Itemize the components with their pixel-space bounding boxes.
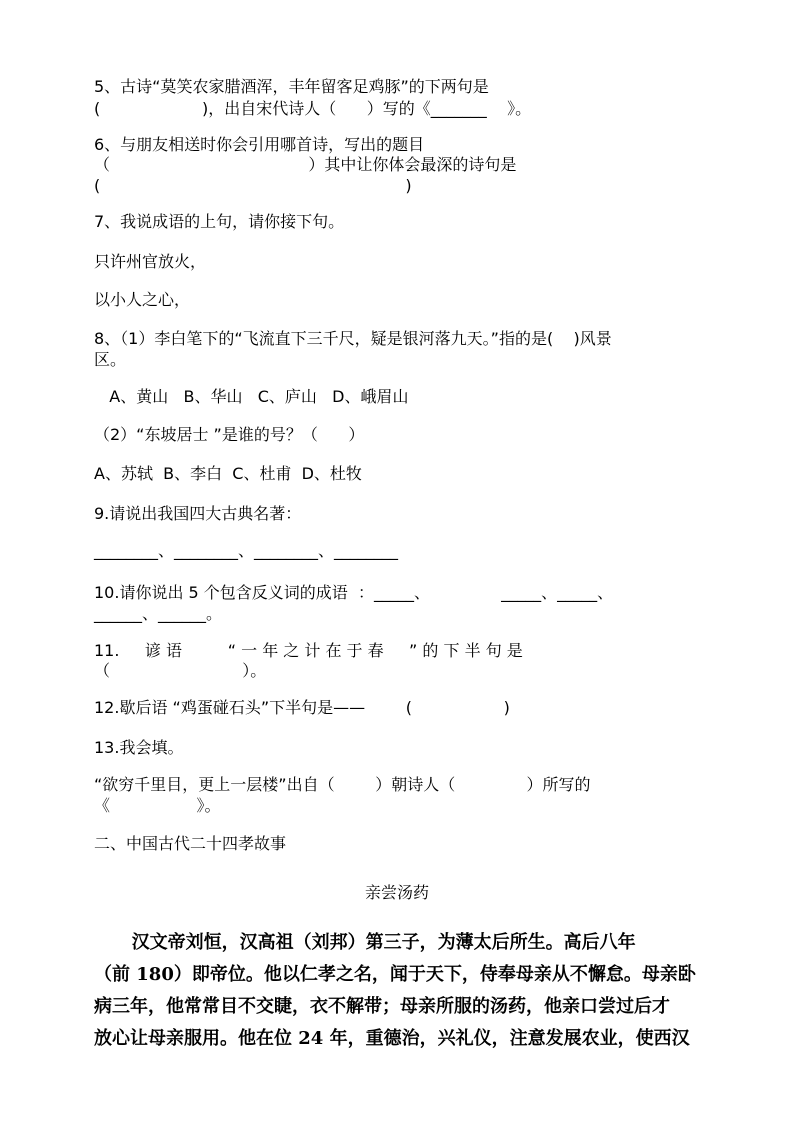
q9-blanks: ________、________、________、________: [94, 541, 399, 560]
q5-line2: ( )，出自宋代诗人（ ）写的《_______ 》。: [94, 99, 532, 118]
q6-line3: ( ): [94, 176, 412, 195]
story-line-2: （前 180）即帝位。他以仁孝之名，闻于天下，侍奉母亲从不懈怠。母亲卧: [94, 964, 696, 985]
q7-heading: 7、我说成语的上句，请你接下句。: [94, 212, 345, 231]
q11-line2: （ ）。: [94, 661, 267, 680]
q13-line2: 《 》。: [94, 796, 221, 815]
q13-heading: 13.我会填。: [94, 738, 184, 757]
q8-line1: 8、（1）李白笔下的“飞流直下三千尺，疑是银河落九天。”指的是( )风景: [94, 329, 612, 348]
story-line-4: 放心让母亲服用。他在位 24 年，重德治，兴礼仪，注意发展农业，使西汉: [94, 1028, 690, 1049]
q7-item1: 只许州官放火，: [94, 252, 207, 271]
q11-line1: 11. 谚 语 “ 一 年 之 计 在 于 春 ” 的 下 半 句 是: [94, 641, 523, 660]
section-2-heading: 二、中国古代二十四孝故事: [94, 834, 287, 853]
q13-line1: “欲穷千里目，更上一层楼”出自（ ）朝诗人（ ）所写的: [94, 775, 591, 794]
q10-line1: 10.请你说出 5 个包含反义词的成语 ：_____、 _____、_____、: [94, 583, 614, 602]
story-paragraph: [94, 927, 702, 1055]
story-line-1: 汉文帝刘恒，汉高祖（刘邦）第三子，为薄太后所生。高后八年: [94, 932, 636, 953]
q6-line1: 6、与朋友相送时你会引用哪首诗，写出的题目: [94, 135, 425, 154]
story-title: 亲尝汤药: [364, 883, 429, 902]
q12-line: 12.歇后语 “鸡蛋碰石头”下半句是—— ( ): [94, 698, 510, 717]
q8-line2: 区。: [94, 350, 127, 369]
q6-line2: （ ）其中让你体会最深的诗句是: [94, 155, 517, 174]
q7-item2: 以小人之心，: [94, 290, 191, 309]
q8-options: A、黄山 B、华山 C、庐山 D、峨眉山: [94, 387, 409, 406]
q10-line2: ______、______。: [94, 604, 223, 623]
q8-options2: A、苏轼 B、李白 C、杜甫 D、杜牧: [94, 464, 362, 483]
q5-line1: 5、古诗“莫笑农家腊酒浑，丰年留客足鸡豚”的下两句是: [94, 77, 489, 96]
q8-part2: （2）“东坡居士 ”是谁的号？（ ）: [94, 425, 365, 444]
q9-heading: 9.请说出我国四大古典名著：: [94, 504, 302, 523]
story-line-3: 病三年，他常常目不交睫，衣不解带；母亲所服的汤药，他亲口尝过后才: [94, 996, 670, 1017]
